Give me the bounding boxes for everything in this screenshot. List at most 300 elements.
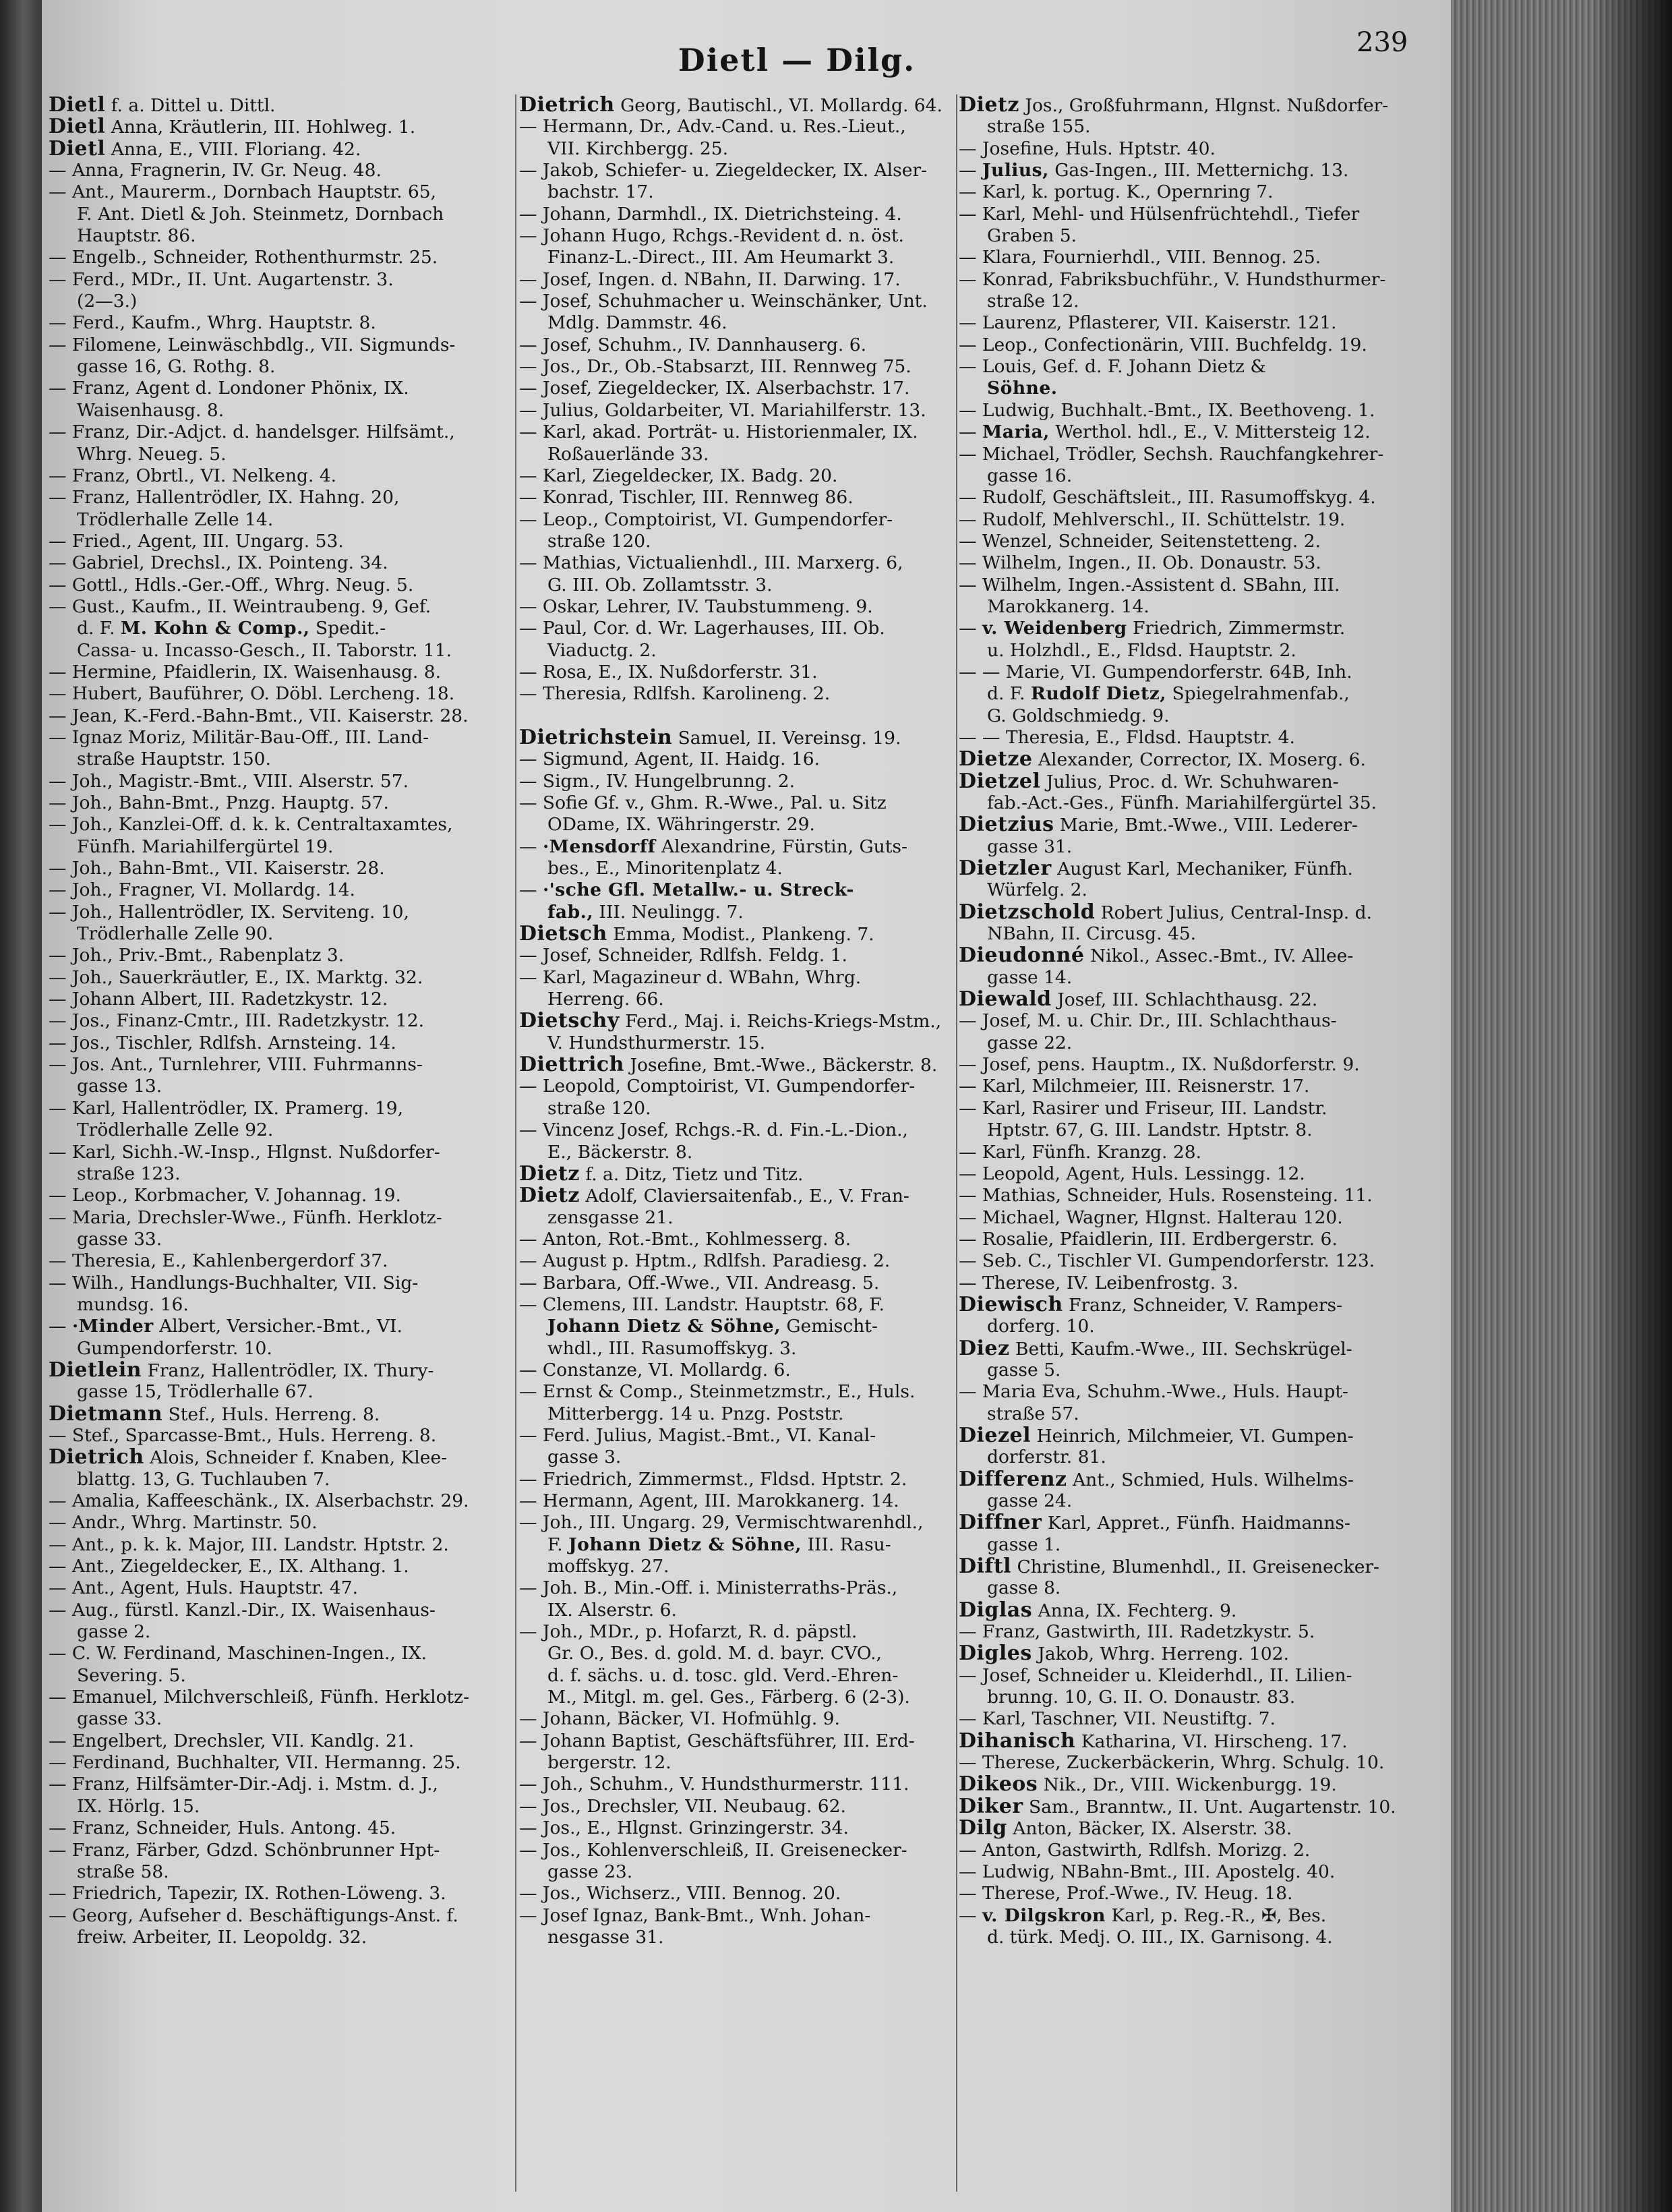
surname-heading: Diettrich xyxy=(519,1054,624,1076)
entry-text: — Georg, Aufseher d. Beschäftigungs-Anst. f. xyxy=(49,1904,458,1926)
directory-entry-line xyxy=(49,1665,514,1687)
surname-heading: Dietmann xyxy=(49,1403,163,1425)
directory-entry-line xyxy=(959,116,1444,138)
entry-text: — xyxy=(959,618,982,639)
directory-entry-line xyxy=(959,356,1444,378)
entry-text: gasse 13. xyxy=(77,1076,162,1097)
entry-text: Emma, Modist., Plankeng. 7. xyxy=(607,924,874,945)
entry-text: Jakob, Whrg. Herreng. 102. xyxy=(1032,1643,1289,1665)
entry-text: — Franz, Hallentrödler, IX. Hahng. 20, xyxy=(49,487,400,508)
directory-entry-line xyxy=(49,1927,514,1948)
directory-entry-line xyxy=(959,1708,1444,1730)
surname-heading: Diewald xyxy=(959,989,1052,1011)
directory-entry-line xyxy=(959,1273,1444,1294)
entry-text: Waisenhausg. 8. xyxy=(77,399,225,421)
entry-text: d. türk. Medj. O. III., IX. Garnisong. 4. xyxy=(987,1926,1333,1948)
entry-text: Gr. O., Bes. d. gold. M. d. bayr. CVO., xyxy=(547,1643,882,1664)
entry-text: blattg. 13, G. Tuchlauben 7. xyxy=(77,1468,330,1490)
directory-entry-line xyxy=(49,1534,514,1556)
directory-entry-line xyxy=(959,181,1444,203)
entry-text: Friedrich, Zimmermstr. xyxy=(1127,618,1346,639)
directory-entry-line xyxy=(959,814,1444,836)
entry-text: straße 120. xyxy=(547,530,651,552)
directory-entry-line xyxy=(519,662,991,683)
entry-text: gasse 16. xyxy=(987,465,1073,486)
directory-entry-line xyxy=(959,204,1444,225)
entry-text: Betti, Kaufm.-Wwe., III. Sechskrügel- xyxy=(1009,1338,1352,1360)
entry-text: — Rudolf, Geschäftsleit., III. Rasumoffskyg. 4. xyxy=(959,487,1376,508)
directory-entry-line xyxy=(519,705,991,727)
firm-name: Maria, xyxy=(982,421,1050,443)
firm-name: ·Mensdorff xyxy=(542,836,656,857)
entry-text: Gas-Ingen., III. Metternichg. 13. xyxy=(1048,160,1349,181)
surname-heading: Diffner xyxy=(959,1512,1042,1534)
directory-entry-line xyxy=(519,792,991,814)
entry-text: — Joh., III. Ungarg. 29, Vermischtwarenhdl., xyxy=(519,1512,924,1534)
directory-entry-line xyxy=(959,421,1444,443)
directory-entry-line xyxy=(959,705,1444,727)
entry-text: — Ferd., Kaufm., Whrg. Hauptstr. 8. xyxy=(49,312,376,334)
directory-entry-line xyxy=(49,1338,514,1360)
directory-entry-line xyxy=(49,356,514,378)
entry-text: nesgasse 31. xyxy=(547,1926,664,1948)
directory-entry-line xyxy=(519,225,991,247)
entry-text: — Josef, Schneider u. Kleiderhdl., II. Lilien- xyxy=(959,1664,1352,1686)
entry-text: — Jos., Tischler, Rdlfsh. Arnsteing. 14. xyxy=(49,1032,396,1053)
directory-entry-line xyxy=(519,618,991,639)
directory-entry-line xyxy=(519,509,991,531)
entry-text: — Joh., Fragner, VI. Mollardg. 14. xyxy=(49,879,355,901)
surname-heading: Dietsch xyxy=(519,923,607,945)
entry-text: — Hermine, Pfaidlerin, IX. Waisenhausg. 8. xyxy=(49,661,442,682)
firm-name: Johann Dietz & Söhne, xyxy=(547,1316,781,1337)
entry-text: — Jakob, Schiefer- u. Ziegeldecker, IX. Alser- xyxy=(519,160,928,181)
directory-entry-line xyxy=(519,771,991,792)
directory-entry-line xyxy=(959,1577,1444,1599)
entry-text: — Sigm., IV. Hungelbrunng. 2. xyxy=(519,770,796,792)
entry-text: — Anton, Gastwirth, Rdlfsh. Morizg. 2. xyxy=(959,1839,1311,1861)
entry-text: — xyxy=(959,160,982,181)
directory-entry-line xyxy=(959,1294,1444,1316)
entry-text: (2—3.) xyxy=(77,291,138,312)
entry-text: — Wenzel, Schneider, Seitenstetteng. 2. xyxy=(959,530,1321,552)
entry-text: Spiegelrahmenfab., xyxy=(1166,683,1350,705)
directory-entry-line xyxy=(49,1142,514,1163)
directory-entry-line xyxy=(959,792,1444,814)
directory-entry-line xyxy=(959,1360,1444,1381)
directory-entry-line xyxy=(519,400,991,421)
entry-text: Würfelg. 2. xyxy=(987,879,1087,901)
directory-entry-line xyxy=(519,1905,991,1927)
directory-entry-line xyxy=(519,269,991,291)
directory-entry-line xyxy=(959,552,1444,574)
entry-text: Viaductg. 2. xyxy=(547,639,657,661)
entry-text: — Laurenz, Pflasterer, VII. Kaiserstr. 121. xyxy=(959,312,1337,334)
directory-entry-line xyxy=(959,640,1444,662)
directory-entry-line xyxy=(49,1796,514,1817)
directory-entry-line xyxy=(959,1447,1444,1468)
directory-entry-line xyxy=(959,160,1444,181)
entry-text: — Engelb., Schneider, Rothenthurmstr. 25. xyxy=(49,247,438,268)
entry-text: — Leop., Korbmacher, V. Johannag. 19. xyxy=(49,1185,401,1206)
entry-text: Josefine, Bmt.-Wwe., Bäckerstr. 8. xyxy=(624,1055,938,1076)
surname-heading: Dietrich xyxy=(49,1447,144,1469)
entry-text: — Joh., Magistr.-Bmt., VIII. Alserstr. 57. xyxy=(49,770,409,792)
entry-text: Nikol., Assec.-Bmt., IV. Allee- xyxy=(1084,945,1354,967)
surname-heading: Diker xyxy=(959,1795,1023,1818)
directory-entry-line xyxy=(519,1621,991,1643)
entry-text: Jos., Großfuhrmann, Hlgnst. Nußdorfer- xyxy=(1019,95,1389,116)
entry-text: — Aug., fürstl. Kanzl.-Dir., IX. Waisenhaus- xyxy=(49,1599,436,1621)
directory-entry-line xyxy=(49,640,514,662)
directory-entry-line xyxy=(519,1294,991,1316)
entry-text: — Ant., p. k. k. Major, III. Landstr. Hptstr. 2. xyxy=(49,1534,449,1555)
entry-text: — Wilh., Handlungs-Buchhalter, VII. Sig- xyxy=(49,1272,419,1293)
entry-text: Spedit.- xyxy=(309,618,386,639)
entry-text: G. Goldschmiedg. 9. xyxy=(987,705,1170,726)
directory-entry-line xyxy=(519,312,991,334)
directory-entry-line xyxy=(959,618,1444,639)
entry-text: bachstr. 17. xyxy=(547,181,654,203)
directory-entry-line xyxy=(49,1817,514,1839)
entry-text: Gumpendorferstr. 10. xyxy=(77,1337,272,1359)
entry-text: gasse 22. xyxy=(987,1032,1073,1053)
surname-heading: Dietz xyxy=(519,1163,580,1186)
entry-text: — Filomene, Leinwäschbdlg., VII. Sigmunds- xyxy=(49,334,456,355)
entry-text: — Ferd. Julius, Magist.-Bmt., VI. Kanal- xyxy=(519,1424,876,1446)
directory-entry-line xyxy=(959,1119,1444,1141)
entry-text: — Louis, Gef. d. F. Johann Dietz & xyxy=(959,356,1266,378)
directory-entry-line xyxy=(49,596,514,618)
entry-text: Albert, Versicher.-Bmt., VI. xyxy=(153,1316,402,1337)
directory-entry-line xyxy=(519,291,991,312)
directory-entry-line xyxy=(959,1076,1444,1097)
directory-entry-line xyxy=(959,1163,1444,1185)
entry-text: — Karl, k. portug. K., Opernring 7. xyxy=(959,181,1274,203)
entry-text: Franz, Schneider, V. Rampers- xyxy=(1063,1294,1343,1316)
directory-entry-line xyxy=(519,1469,991,1490)
directory-entry-line xyxy=(959,749,1444,770)
entry-text: — Emanuel, Milchverschleiß, Fünfh. Herklotz- xyxy=(49,1687,470,1708)
directory-entry-line xyxy=(959,225,1444,247)
directory-entry-line xyxy=(959,989,1444,1010)
directory-entry-line xyxy=(49,269,514,291)
entry-text: — Theresia, Rdlfsh. Karolineng. 2. xyxy=(519,683,831,705)
directory-entry-line xyxy=(519,989,991,1010)
directory-entry-line xyxy=(959,1817,1444,1839)
directory-entry-line xyxy=(49,1294,514,1316)
directory-entry-line xyxy=(519,1643,991,1664)
directory-entry-line xyxy=(959,1032,1444,1054)
directory-entry-line xyxy=(49,618,514,639)
directory-entry-line xyxy=(49,705,514,727)
directory-entry-line xyxy=(959,400,1444,421)
entry-text: d. F. xyxy=(77,618,121,639)
entry-text: Samuel, II. Vereinsg. 19. xyxy=(672,727,901,749)
directory-entry-line xyxy=(519,116,991,138)
entry-text: — Paul, Cor. d. Wr. Lagerhauses, III. Ob. xyxy=(519,618,885,639)
directory-entry-line xyxy=(49,400,514,421)
directory-entry-line xyxy=(519,487,991,508)
entry-text: Georg, Bautischl., VI. Mollardg. 64. xyxy=(614,95,943,116)
entry-text: — Karl, Ziegeldecker, IX. Badg. 20. xyxy=(519,465,838,486)
directory-entry-line xyxy=(519,444,991,465)
entry-text: Anna, IX. Fechterg. 9. xyxy=(1032,1600,1237,1621)
directory-entry-line xyxy=(49,662,514,683)
directory-entry-line xyxy=(959,1665,1444,1687)
entry-text: — August p. Hptm., Rdlfsh. Paradiesg. 2. xyxy=(519,1250,891,1272)
entry-text: Marokkanerg. 14. xyxy=(987,595,1150,617)
entry-text: — Josef, Ingen. d. NBahn, II. Darwing. 17. xyxy=(519,268,901,290)
surname-heading: Dihanisch xyxy=(959,1730,1076,1753)
entry-text: — Joh., Schuhm., V. Hundsthurmerstr. 111. xyxy=(519,1774,909,1795)
entry-text: Roßauerlände 33. xyxy=(547,443,709,465)
directory-entry-line xyxy=(49,487,514,508)
directory-entry-line xyxy=(49,1403,514,1425)
entry-text: — Josef, pens. Hauptm., IX. Nußdorferstr. 9. xyxy=(959,1054,1360,1076)
entry-text: — Jean, K.-Ferd.-Bahn-Bmt., VII. Kaiserstr. 28. xyxy=(49,705,469,726)
entry-text: gasse 15, Trödlerhalle 67. xyxy=(77,1381,314,1403)
directory-entry-line xyxy=(49,1643,514,1664)
entry-text: — Ignaz Moriz, Militär-Bau-Off., III. Land- xyxy=(49,726,429,748)
directory-entry-line xyxy=(49,334,514,356)
entry-text: F. Ant. Dietl & Joh. Steinmetz, Dornbach xyxy=(77,203,444,225)
entry-text: — Rudolf, Mehlverschl., II. Schüttelstr. 19. xyxy=(959,508,1346,530)
directory-entry-line xyxy=(519,923,991,945)
directory-entry-line xyxy=(49,291,514,312)
entry-text: VII. Kirchbergg. 25. xyxy=(547,138,729,159)
directory-entry-line xyxy=(519,1163,991,1185)
directory-entry-line xyxy=(519,1381,991,1403)
directory-entry-line xyxy=(49,1490,514,1512)
entry-text: gasse 23. xyxy=(547,1861,633,1882)
directory-entry-line xyxy=(49,552,514,574)
entry-text: Alexander, Corrector, IX. Moserg. 6. xyxy=(1032,749,1366,771)
surname-heading: Dieudonné xyxy=(959,945,1085,967)
directory-entry-line xyxy=(959,247,1444,268)
entry-text: Robert Julius, Central-Insp. d. xyxy=(1095,902,1373,923)
entry-text: — Jos., Drechsler, VII. Neubaug. 62. xyxy=(519,1795,846,1817)
entry-text: fab.-Act.-Ges., Fünfh. Mariahilfergürtel 35. xyxy=(987,792,1377,813)
directory-entry-line xyxy=(959,1927,1444,1948)
directory-entry-line xyxy=(959,138,1444,160)
entry-text: Trödlerhalle Zelle 92. xyxy=(77,1119,274,1141)
entry-text: — Amalia, Kaffeeschänk., IX. Alserbachstr. 29. xyxy=(49,1490,469,1511)
entry-text: — Ferd., MDr., II. Unt. Augartenstr. 3. xyxy=(49,268,394,290)
directory-entry-line xyxy=(959,575,1444,596)
entry-text: — Konrad, Fabriksbuchführ., V. Hundsthurmer- xyxy=(959,268,1386,290)
directory-entry-line xyxy=(49,1752,514,1774)
entry-text: Hptstr. 67, G. III. Landstr. Hptstr. 8. xyxy=(987,1119,1313,1141)
entry-text: — Andr., Whrg. Martinstr. 50. xyxy=(49,1512,318,1534)
directory-entry-line xyxy=(49,1425,514,1447)
entry-text: — Anna, Fragnerin, IV. Gr. Neug. 48. xyxy=(49,160,382,181)
entry-text: — Barbara, Off.-Wwe., VII. Andreasg. 5. xyxy=(519,1272,880,1293)
entry-text: IX. Hörlg. 15. xyxy=(77,1795,200,1817)
directory-entry-line xyxy=(959,444,1444,465)
directory-entry-line xyxy=(49,1905,514,1927)
entry-text: — Oskar, Lehrer, IV. Taubstummeng. 9. xyxy=(519,595,873,617)
surname-heading: Dietl xyxy=(49,94,106,117)
directory-entry-line xyxy=(519,1032,991,1054)
directory-entry-line xyxy=(959,1621,1444,1643)
entry-text: freiw. Arbeiter, II. Leopoldg. 32. xyxy=(77,1926,367,1948)
entry-text: — Franz, Agent d. Londoner Phönix, IX. xyxy=(49,378,409,399)
entry-text: — xyxy=(519,879,543,901)
entry-text: brunng. 10, G. II. O. Donaustr. 83. xyxy=(987,1687,1296,1708)
directory-entry-line xyxy=(49,181,514,203)
entry-text: — Ernst & Comp., Steinmetzmstr., E., Huls. xyxy=(519,1381,916,1403)
directory-entry-line xyxy=(959,378,1444,399)
directory-entry-line xyxy=(49,1229,514,1250)
directory-entry-line xyxy=(49,836,514,858)
entry-text: Stef., Huls. Herreng. 8. xyxy=(162,1403,380,1425)
directory-entry-line xyxy=(49,879,514,901)
directory-entry-line xyxy=(519,1774,991,1795)
directory-entry-line xyxy=(959,269,1444,291)
directory-entry-line xyxy=(49,116,514,138)
entry-text: — Maria Eva, Schuhm.-Wwe., Huls. Haupt- xyxy=(959,1381,1348,1403)
entry-text: — xyxy=(519,836,543,857)
entry-text: straße 123. xyxy=(77,1163,181,1184)
directory-entry-line xyxy=(49,1447,514,1468)
directory-entry-line xyxy=(49,1861,514,1883)
directory-entry-line xyxy=(519,836,991,858)
entry-text: straße 120. xyxy=(547,1097,651,1119)
directory-entry-line xyxy=(49,814,514,836)
directory-entry-line xyxy=(959,465,1444,487)
entry-text: — Michael, Wagner, Hlgnst. Halterau 120. xyxy=(959,1206,1343,1228)
directory-entry-line xyxy=(49,378,514,399)
directory-column-3 xyxy=(959,94,1444,1948)
directory-entry-line xyxy=(519,94,991,116)
entry-text: — Joh., Bahn-Bmt., VII. Kaiserstr. 28. xyxy=(49,858,385,879)
directory-entry-line xyxy=(519,421,991,443)
directory-entry-line xyxy=(49,1621,514,1643)
entry-text: — Josef, Schuhm., IV. Dannhauserg. 6. xyxy=(519,334,867,355)
entry-text: — Leopold, Agent, Huls. Lessingg. 12. xyxy=(959,1163,1305,1184)
entry-text: mundsg. 16. xyxy=(77,1293,189,1315)
directory-entry-line xyxy=(49,902,514,923)
entry-text: — Jos., Dr., Ob.-Stabsarzt, III. Rennweg 75. xyxy=(519,356,912,378)
directory-entry-line xyxy=(519,1730,991,1752)
directory-entry-line xyxy=(49,792,514,814)
entry-text: — Jos., Kohlenverschleiß, II. Greisenecker- xyxy=(519,1839,907,1861)
directory-entry-line xyxy=(49,1512,514,1534)
entry-text: — Josefine, Huls. Hptstr. 40. xyxy=(959,138,1216,159)
entry-text: IX. Alserstr. 6. xyxy=(547,1599,677,1621)
directory-entry-line xyxy=(959,1490,1444,1512)
directory-entry-line xyxy=(519,160,991,181)
directory-entry-line xyxy=(959,1643,1444,1664)
firm-name: Rudolf Dietz, xyxy=(1030,683,1167,705)
directory-page xyxy=(42,0,1451,2212)
entry-text: Katharina, VI. Hirscheng. 17. xyxy=(1075,1730,1348,1752)
directory-entry-line xyxy=(49,771,514,792)
directory-entry-line xyxy=(959,662,1444,683)
directory-entry-line xyxy=(959,879,1444,901)
entry-text: — Joh. B., Min.-Off. i. Ministerraths-Präs., xyxy=(519,1577,898,1599)
entry-text: G. III. Ob. Zollamtsstr. 3. xyxy=(547,574,773,595)
directory-entry-line xyxy=(519,596,991,618)
entry-text: — — Marie, VI. Gumpendorferstr. 64B, Inh. xyxy=(959,661,1352,682)
entry-text: Fünfh. Mariahilfergürtel 19. xyxy=(77,836,334,857)
directory-entry-line xyxy=(519,1119,991,1141)
directory-entry-line xyxy=(519,1207,991,1229)
entry-text: — Joh., MDr., p. Hofarzt, R. d. päpstl. xyxy=(519,1621,858,1643)
entry-text: Anna, E., VIII. Floriang. 42. xyxy=(105,138,361,160)
surname-heading: Diezel xyxy=(959,1424,1032,1447)
surname-heading: Dilg xyxy=(959,1817,1007,1840)
directory-entry-line xyxy=(519,1796,991,1817)
directory-entry-line xyxy=(519,356,991,378)
directory-entry-line xyxy=(49,1840,514,1861)
directory-entry-line xyxy=(519,1076,991,1097)
surname-heading: Dietlein xyxy=(49,1359,142,1382)
directory-entry-line xyxy=(49,1098,514,1119)
directory-entry-line xyxy=(49,1250,514,1272)
entry-text: Franz, Hallentrödler, IX. Thury- xyxy=(142,1360,434,1381)
surname-heading: Dietschy xyxy=(519,1010,620,1032)
directory-entry-line xyxy=(49,160,514,181)
directory-entry-line xyxy=(959,1054,1444,1076)
directory-entry-line xyxy=(519,1840,991,1861)
directory-entry-line xyxy=(49,1360,514,1381)
entry-text: Julius, Proc. d. Wr. Schuhwaren- xyxy=(1040,771,1339,792)
directory-entry-line xyxy=(959,727,1444,749)
directory-entry-line xyxy=(49,945,514,966)
entry-text: gasse 31. xyxy=(987,836,1073,857)
entry-text: — Hermann, Dr., Adv.-Cand. u. Res.-Lieut., xyxy=(519,116,906,138)
entry-text: — Jos., Finanz-Cmtr., III. Radetzkystr. 12. xyxy=(49,1010,425,1032)
entry-text: — Ant., Maurerm., Dornbach Hauptstr. 65, xyxy=(49,181,437,203)
entry-text: — Karl, Mehl- und Hülsenfrüchtehdl., Tiefer xyxy=(959,203,1360,225)
entry-text: — Clemens, III. Landstr. Hauptstr. 68, F. xyxy=(519,1293,885,1315)
entry-text: straße Hauptstr. 150. xyxy=(77,749,271,770)
entry-text: Josef, III. Schlachthausg. 22. xyxy=(1051,989,1318,1011)
surname-heading: Dikeos xyxy=(959,1774,1038,1796)
entry-text: — Julius, Goldarbeiter, VI. Mariahilferstr. 13. xyxy=(519,399,926,421)
firm-name: v. Weidenberg xyxy=(982,618,1127,639)
directory-entry-line xyxy=(519,1512,991,1534)
directory-entry-line xyxy=(519,1883,991,1904)
entry-text: u. Holzhdl., E., Fldsd. Hauptstr. 2. xyxy=(987,639,1296,661)
book-page-edges xyxy=(1451,0,1672,2212)
directory-entry-line xyxy=(49,1207,514,1229)
entry-text: — Jos. Ant., Turnlehrer, VIII. Fuhrmanns- xyxy=(49,1054,423,1076)
directory-column-1 xyxy=(49,94,514,1948)
directory-entry-line xyxy=(519,1927,991,1948)
directory-entry-line xyxy=(49,204,514,225)
entry-text: — Michael, Trödler, Sechsh. Rauchfangkehrer- xyxy=(959,443,1384,465)
directory-entry-line xyxy=(959,1861,1444,1883)
directory-entry-line xyxy=(49,1708,514,1730)
entry-text: Mdlg. Dammstr. 46. xyxy=(547,312,727,334)
entry-text: gasse 8. xyxy=(987,1577,1061,1599)
entry-text: gasse 33. xyxy=(77,1708,162,1730)
directory-entry-line xyxy=(519,1403,991,1425)
directory-entry-line xyxy=(959,1229,1444,1250)
directory-entry-line xyxy=(519,1250,991,1272)
entry-text: — Johann, Darmhdl., IX. Dietrichsteing. 4. xyxy=(519,203,902,225)
entry-text: Adolf, Claviersaitenfab., E., V. Fran- xyxy=(579,1186,909,1207)
directory-entry-line xyxy=(959,967,1444,989)
directory-entry-line xyxy=(49,138,514,160)
directory-entry-line xyxy=(49,1381,514,1403)
entry-text: — Friedrich, Tapezir, IX. Rothen-Löweng. 3. xyxy=(49,1883,446,1904)
entry-text: Sam., Branntw., II. Unt. Augartenstr. 10. xyxy=(1023,1796,1396,1817)
directory-entry-line xyxy=(519,1316,991,1337)
